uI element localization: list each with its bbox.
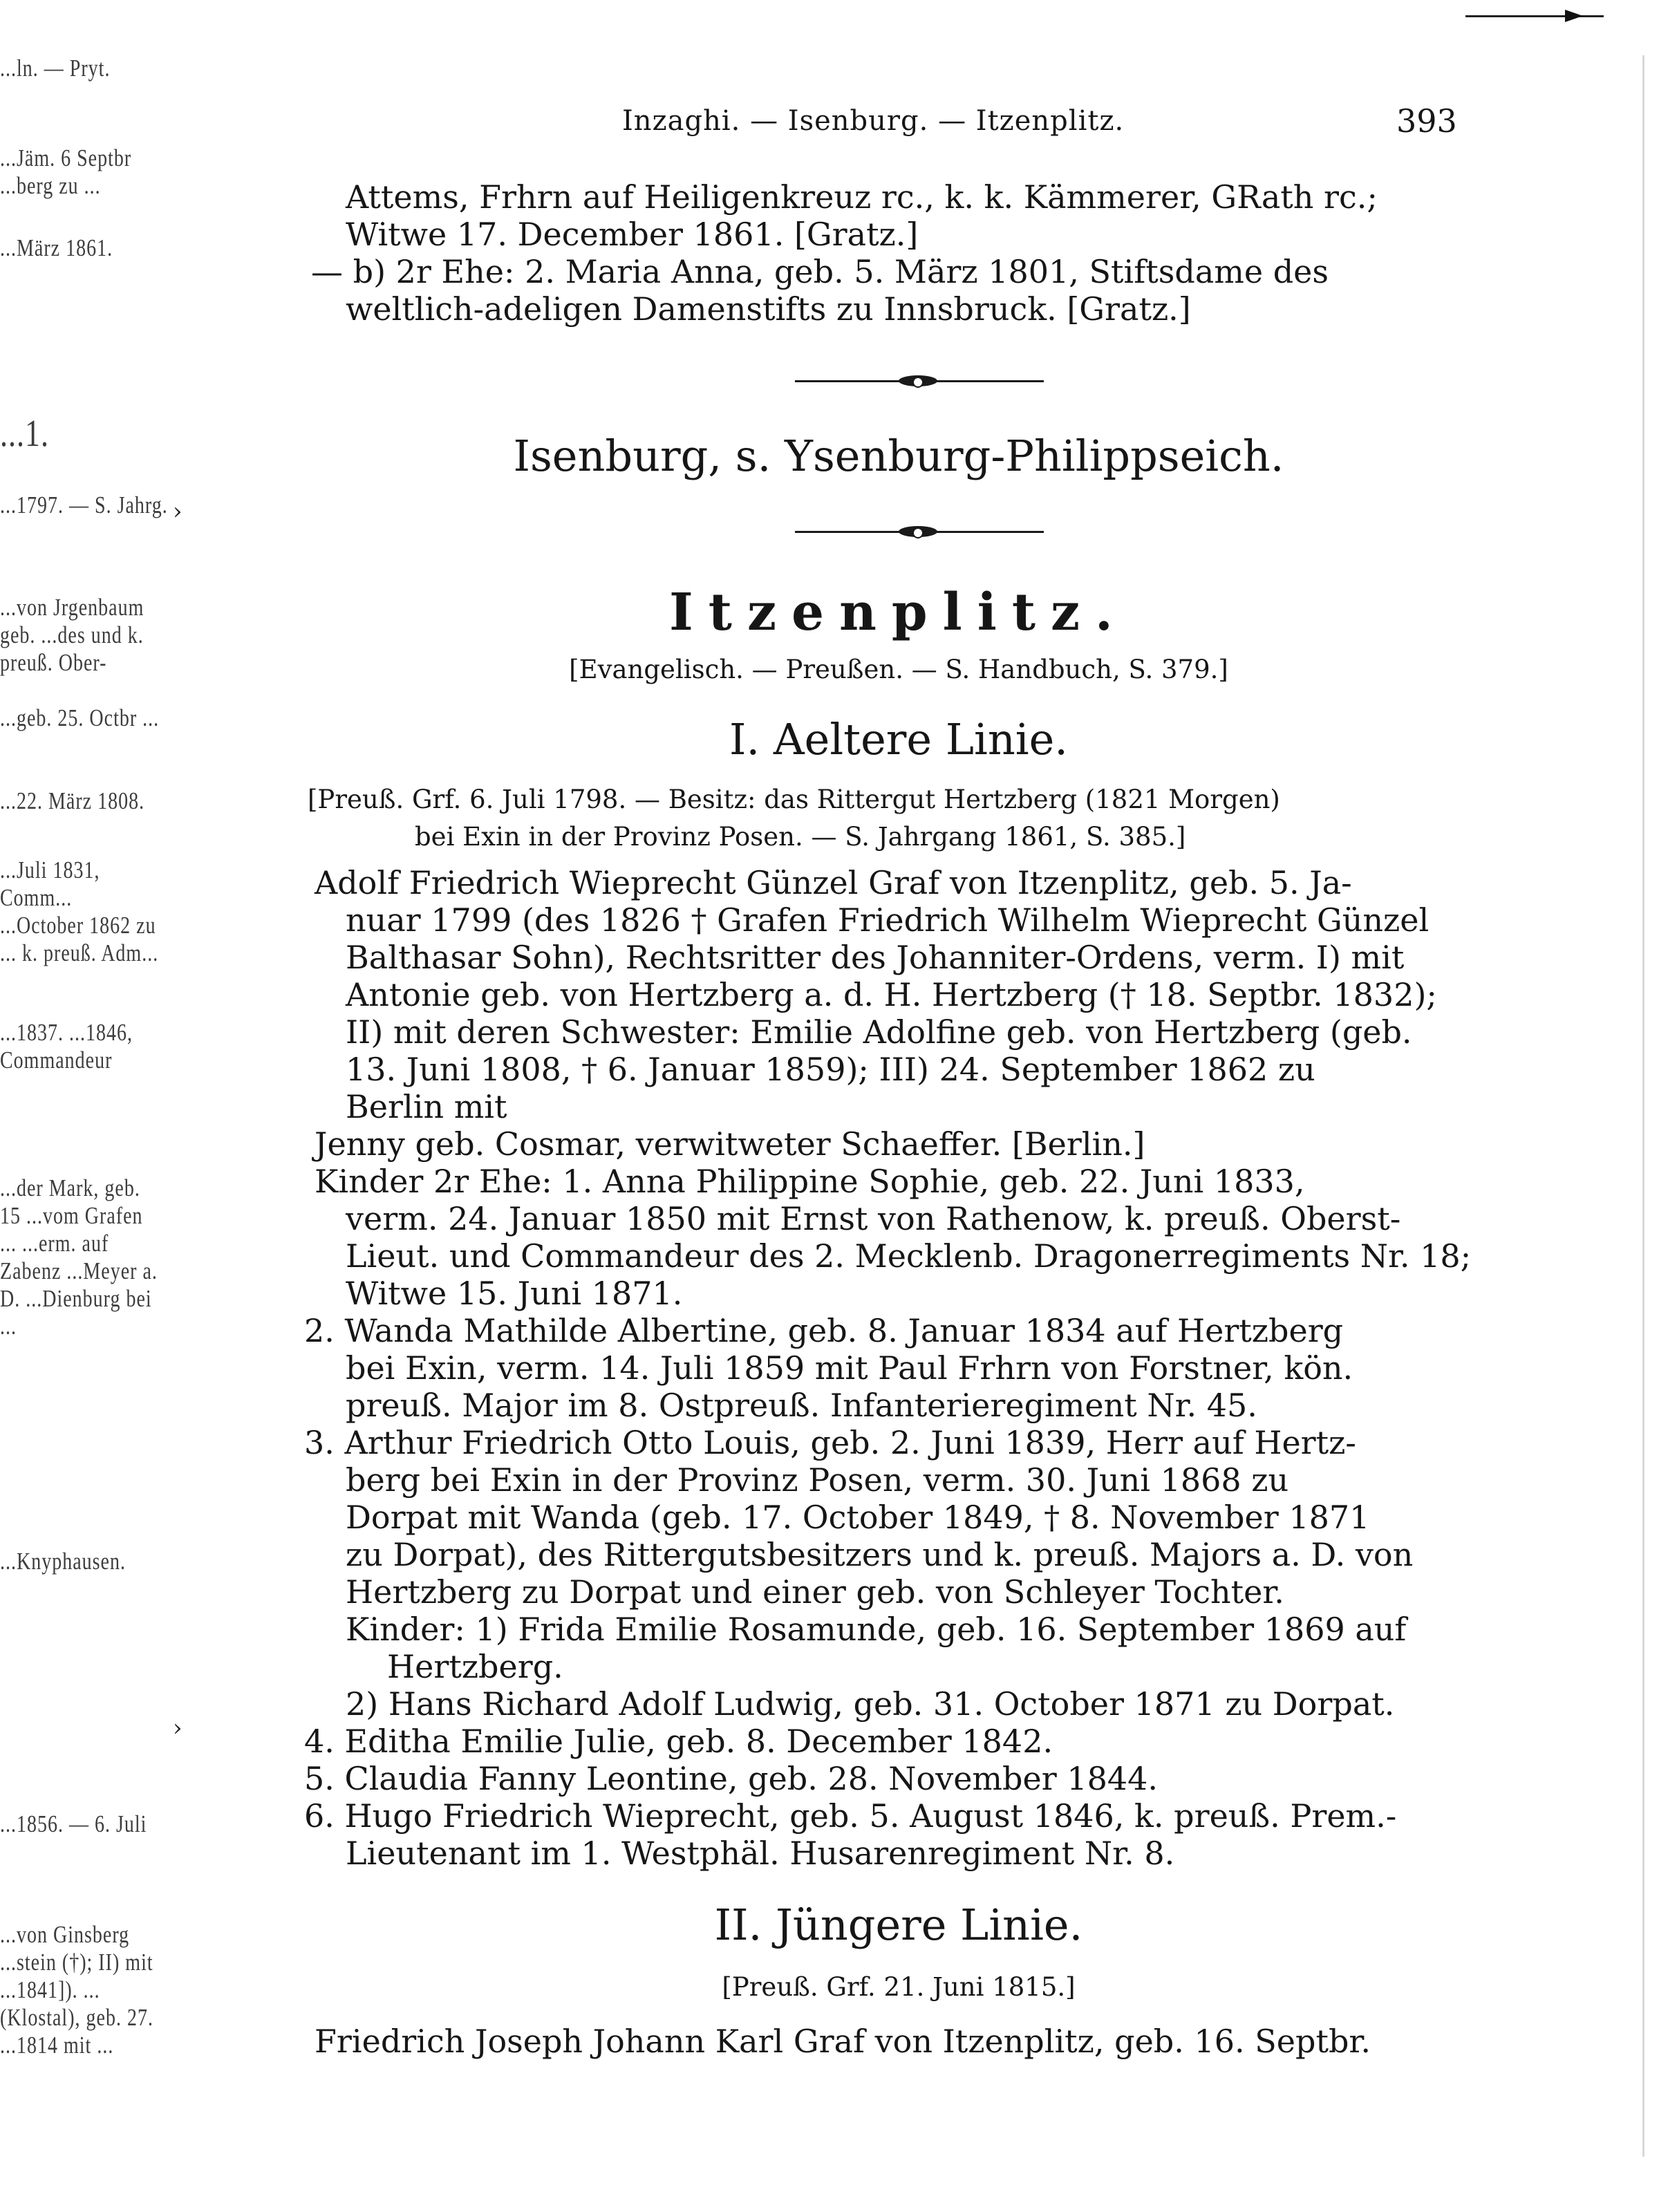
bleed-fragment: ...von Ginsberg ...stein (†); II) mit ...1841]). ...(Klostal), geb. 27. ...1814 mit ...	[0, 1922, 153, 2059]
younger-line-heading: II. Jüngere Linie.	[714, 1900, 1083, 1950]
text-line: Lieut. und Commandeur des 2. Mecklenb. Dragonerregiments Nr. 18;	[346, 1237, 1472, 1275]
page-edge-mark	[1465, 15, 1604, 17]
text-line: zu Dorpat), des Rittergutsbesitzers und k. preuß. Majors a. D. von	[346, 1536, 1414, 1573]
text-line: verm. 24. Januar 1850 mit Ernst von Rathenow, k. preuß. Oberst-	[346, 1200, 1401, 1237]
text-line: preuß. Major im 8. Ostpreuß. Infanterieregiment Nr. 45.	[346, 1387, 1257, 1424]
text-line: II) mit deren Schwester: Emilie Adolfine geb. von Hertzberg (geb.	[346, 1013, 1412, 1051]
text-line: Friedrich Joseph Johann Karl Graf von Itzenplitz, geb. 16. Septbr.	[315, 2023, 1371, 2060]
text-line: 3. Arthur Friedrich Otto Louis, geb. 2. Juni 1839, Herr auf Hertz-	[304, 1424, 1356, 1461]
bleed-fragment: ...Juli 1831, Comm... ...October 1862 zu ... k. preuß. Adm...	[0, 857, 159, 967]
text-line: weltlich-adeligen Damenstifts zu Innsbruck. [Gratz.]	[346, 290, 1191, 328]
bleed-fragment: ...1837. ...1846, Commandeur	[0, 1020, 133, 1074]
text-line: 5. Claudia Fanny Leontine, geb. 28. November 1844.	[304, 1760, 1159, 1797]
text-line: 2) Hans Richard Adolf Ludwig, geb. 31. October 1871 zu Dorpat.	[346, 1685, 1395, 1723]
text-line: Hertzberg zu Dorpat und einer geb. von Schleyer Tochter.	[346, 1573, 1284, 1611]
bleed-fragment: ...von Jrgenbaum geb. ...des und k. preuß. Ober-	[0, 594, 144, 677]
bleed-fragment: ...März 1861.	[0, 235, 113, 262]
text-line: 6. Hugo Friedrich Wieprecht, geb. 5. August 1846, k. preuß. Prem.-	[304, 1797, 1397, 1835]
ornamental-rule	[795, 531, 1044, 533]
bleed-fragment: ...der Mark, geb. 15 ...vom Grafen ... ...erm. auf Zabenz ...Meyer a. D. ...Dienburg bei ...	[0, 1175, 158, 1340]
text-line: Balthasar Sohn), Rechtsritter des Johanniter-Ordens, verm. I) mit	[346, 939, 1405, 976]
bleed-fragment: ...1797. — S. Jahrg.	[0, 492, 168, 519]
text-line: Kinder 2r Ehe: 1. Anna Philippine Sophie, geb. 22. Juni 1833,	[315, 1163, 1305, 1200]
ornamental-rule	[795, 380, 1044, 382]
text-line: bei Exin, verm. 14. Juli 1859 mit Paul Frhrn von Forstner, kön.	[346, 1349, 1353, 1387]
bleed-fragment: ...1856. — 6. Juli	[0, 1811, 147, 1838]
bleed-fragment: ...1.	[0, 412, 49, 455]
bleed-marker: ›	[173, 1714, 182, 1742]
older-line-note: bei Exin in der Provinz Posen. — S. Jahrgang 1861, S. 385.]	[415, 822, 1186, 852]
running-title: Inzaghi. — Isenburg. — Itzenplitz.	[622, 105, 1125, 137]
bleed-fragment: ...ln. — Pryt.	[0, 55, 111, 82]
bleed-fragment: ...Jäm. 6 Septbr ...berg zu ...	[0, 145, 132, 200]
text-line: Antonie geb. von Hertzberg a. d. H. Hertzberg († 18. Septbr. 1832);	[346, 976, 1437, 1013]
text-line: Witwe 15. Juni 1871.	[346, 1275, 683, 1312]
isenburg-heading: Isenburg, s. Ysenburg-Philippseich.	[513, 431, 1284, 481]
text-line: Jenny geb. Cosmar, verwitweter Schaeffer. [Berlin.]	[315, 1125, 1145, 1163]
text-line: Kinder: 1) Frida Emilie Rosamunde, geb. 16. September 1869 auf	[346, 1611, 1407, 1648]
text-line: Witwe 17. December 1861. [Gratz.]	[346, 216, 919, 253]
text-line: Attems, Frhrn auf Heiligenkreuz rc., k. k. Kämmerer, GRath rc.;	[346, 178, 1378, 216]
text-line: Hertzberg.	[387, 1648, 563, 1685]
text-line: Berlin mit	[346, 1088, 507, 1125]
facing-page-bleed	[0, 0, 182, 2212]
text-line: berg bei Exin in der Provinz Posen, verm. 30. Juni 1868 zu	[346, 1461, 1289, 1499]
text-line: 2. Wanda Mathilde Albertine, geb. 8. Januar 1834 auf Hertzberg	[304, 1312, 1344, 1349]
bleed-fragment: ...Knyphausen.	[0, 1548, 126, 1575]
older-line-heading: I. Aeltere Linie.	[729, 714, 1068, 765]
younger-line-note: [Preuß. Grf. 21. Juni 1815.]	[722, 1972, 1076, 2002]
bleed-fragment: ...22. März 1808.	[0, 788, 145, 815]
text-line: 4. Editha Emilie Julie, geb. 8. December 1842.	[304, 1723, 1053, 1760]
text-line: nuar 1799 (des 1826 † Grafen Friedrich Wilhelm Wieprecht Günzel	[346, 901, 1430, 939]
text-line: Adolf Friedrich Wieprecht Günzel Graf von Itzenplitz, geb. 5. Ja-	[315, 864, 1352, 901]
family-title: Itzenplitz.	[669, 583, 1128, 642]
bleed-fragment: ...geb. 25. Octbr ...	[0, 705, 160, 732]
family-subtitle: [Evangelisch. — Preußen. — S. Handbuch, S. 379.]	[569, 655, 1228, 684]
page-number: 393	[1396, 102, 1457, 140]
page-edge-shadow	[1642, 55, 1644, 2157]
text-line: Lieutenant im 1. Westphäl. Husarenregiment Nr. 8.	[346, 1835, 1175, 1872]
text-line: 13. Juni 1808, † 6. Januar 1859); III) 24. September 1862 zu	[346, 1051, 1315, 1088]
text-line: — b) 2r Ehe: 2. Maria Anna, geb. 5. März 1801, Stiftsdame des	[311, 253, 1329, 290]
bleed-marker: ›	[173, 498, 182, 525]
text-line: Dorpat mit Wanda (geb. 17. October 1849, † 8. November 1871	[346, 1499, 1370, 1536]
older-line-note: [Preuß. Grf. 6. Juli 1798. — Besitz: das Rittergut Hertzberg (1821 Morgen)	[308, 785, 1280, 814]
